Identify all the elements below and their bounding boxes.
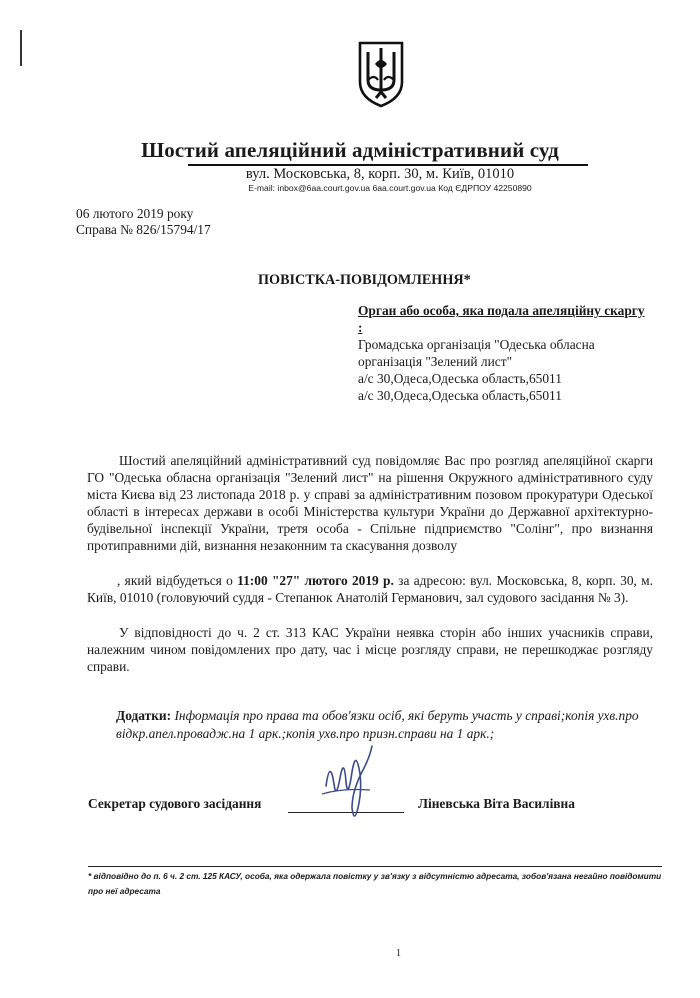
attachments-label: Додатки:: [116, 708, 172, 723]
hearing-paragraph: [87, 572, 653, 606]
court-name: Шостий апеляційний адміністративний суд: [141, 138, 559, 162]
applicant-line: а/с 30,Одеса,Одеська область,65011: [358, 371, 562, 386]
hearing-suffix: за адресою: вул. Московська, 8, корп. 30, м. Київ, 01010 (головуючий суддя - Степанюк Анатолій Германович, зал судового засідання № 3).: [87, 573, 653, 605]
applicant-line: а/с 30,Одеса,Одеська область,65011: [358, 388, 562, 403]
applicant-heading: Орган або особа, яка подала апеляційну скаргу :: [358, 303, 645, 335]
applicant-line: Громадська організація "Одеська обласна: [358, 337, 595, 352]
page-number: 1: [396, 948, 401, 959]
court-address: вул. Московська, 8, корп. 30, м. Київ, 01010: [245, 166, 515, 182]
document-date: 06 лютого 2019 року: [76, 206, 194, 221]
signatory-name: Ліневська Віта Василівна: [418, 796, 575, 811]
signatory-role: Секретар судового засідання: [88, 796, 262, 811]
footnote: * відповідно до п. 6 ч. 2 ст. 125 КАСУ, особа, яка одержала повістку у зв'язку з відсутністю адресата, зобов'язана негайно повідомити про неї адресата: [88, 871, 662, 896]
signature-icon: [312, 738, 382, 830]
coat-of-arms-icon: [356, 40, 406, 108]
hearing-prefix: , який відбудеться о: [117, 573, 238, 588]
court-contacts: E-mail: inbox@6aa.court.gov.ua 6aa.court.gov.ua Код ЄДРПОУ 42250890: [248, 183, 532, 193]
attachments: [116, 707, 656, 742]
case-number: Справа № 826/15794/17: [76, 222, 211, 237]
attachments-text: Інформація про права та обов'язки осіб, які беруть участь у справі;копія ухв.про відкр.апел.провадж.на 1 арк.;копія ухв.про призн.справи на 1 арк.;: [116, 708, 639, 741]
hearing-datetime: 11:00 "27" лютого 2019 р.: [237, 573, 394, 588]
margin-mark: [20, 30, 22, 66]
notice-title: ПОВІСТКА-ПОВІДОМЛЕННЯ*: [258, 272, 471, 288]
body-paragraph: У відповідності до ч. 2 ст. 313 КАС України неявка сторін або інших учасників справи, належним чином повідомлених про дату, час і місце розгляду справи, не перешкоджає розгляду справи.: [87, 625, 653, 674]
footnote-rule: [88, 866, 662, 867]
applicant-line: організація "Зелений лист": [358, 354, 513, 369]
body-paragraph: Шостий апеляційний адміністративний суд повідомляє Вас про розгляд апеляційної скарги ГО "Одеська обласна організація "Зелений лист" на рішення Окружного адміністративного суду міста Києва від 23 листопада 2018 р. у справі за адміністративним позовом прокуратури Одеської області в інтересах держави в особі Міністерства культури України до Державної архітектурно-будівельної інспекції України, третя особа - Спільне підприємство "Солінг", про визнання протиправними дій, визнання незаконним та скасування дозволу: [87, 453, 653, 553]
